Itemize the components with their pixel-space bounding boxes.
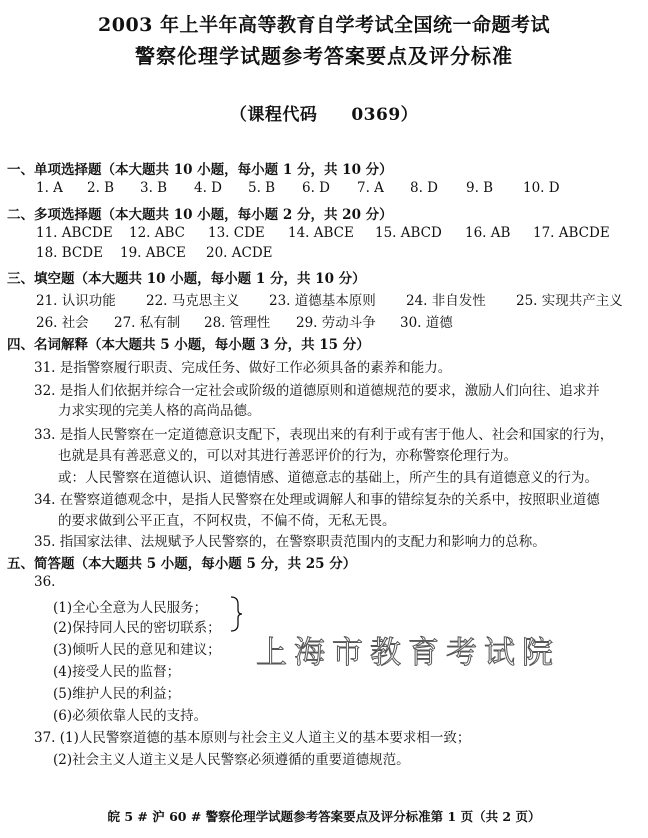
answer-25: 25. 实现共产主义 — [516, 293, 623, 309]
answer-22: 22. 马克思主义 — [146, 293, 240, 309]
answer-8: 8. D — [410, 180, 438, 196]
answer-36-item3: (3)倾听人民的意见和建议； — [53, 642, 221, 658]
answer-16: 16. AB — [465, 225, 511, 241]
section5-heading: 五、简答题（本大题共 5 小题，每小题 5 分，共 25 分） — [7, 556, 357, 572]
section4-heading: 四、名词解释（本大题共 5 小题，每小题 3 分，共 15 分） — [7, 337, 370, 353]
answer-24: 24. 非自发性 — [406, 293, 486, 309]
answer-7: 7. A — [357, 180, 384, 196]
answer-29: 29. 劳动斗争 — [296, 315, 376, 331]
answer-37-line2: (2)社会主义人道主义是人民警察必须遵循的重要道德规范。 — [53, 752, 410, 768]
answer-23: 23. 道德基本原则 — [269, 293, 376, 309]
section2-heading: 二、多项选择题（本大题共 10 小题，每小题 2 分，共 20 分） — [7, 207, 393, 223]
answer-26: 26. 社会 — [36, 315, 89, 331]
institution-stamp: 上海市教育考试院 — [256, 635, 560, 671]
document-title: 警察伦理学试题参考答案要点及评分标准 — [135, 44, 513, 68]
answer-3: 3. B — [140, 180, 168, 196]
answer-15: 15. ABCD — [375, 225, 442, 241]
answer-2: 2. B — [87, 180, 115, 196]
answer-17: 17. ABCDE — [533, 225, 610, 241]
answer-19: 19. ABCE — [120, 245, 186, 261]
answer-6: 6. D — [302, 180, 330, 196]
answer-27: 27. 私有制 — [114, 315, 181, 331]
answer-33-alt: 或：人民警察在道德认识、道德情感、道德意志的基础上，所产生的具有道德意义的行为。 — [58, 470, 598, 486]
answer-4: 4. D — [194, 180, 222, 196]
answer-36-item4: (4)接受人民的监督； — [53, 664, 181, 680]
course-code — [0, 100, 648, 125]
answer-33-line2: 也就是具有善恶意义的，可以对其进行善恶评价的行为，亦称警察伦理行为。 — [58, 448, 517, 464]
answer-12: 12. ABC — [129, 225, 186, 241]
exam-title: 2003 年上半年高等教育自学考试全国统一命题考试 — [98, 14, 550, 36]
answer-37-line1: 37. (1)人民警察道德的基本原则与社会主义人道主义的基本要求相一致； — [34, 730, 471, 746]
brace-mark — [229, 596, 243, 632]
answer-9: 9. B — [466, 180, 494, 196]
answer-36-item2: (2)保持同人民的密切联系； — [53, 620, 221, 636]
course-code-label: （课程代码 — [229, 105, 318, 125]
page-footer: 皖 5 # 沪 60 # 警察伦理学试题参考答案要点及评分标准第 1 页（共 2 页） — [107, 809, 541, 824]
answer-34-line1: 34. 在警察道德观念中，是指人民警察在处理或调解人和事的错综复杂的关系中，按照职业道德 — [34, 492, 600, 508]
answer-36-item1: (1)全心全意为人民服务； — [53, 600, 208, 616]
answer-32-line2: 力求实现的完美人格的高尚品德。 — [58, 403, 261, 419]
answer-30: 30. 道德 — [400, 315, 453, 331]
section3-heading: 三、填空题（本大题共 10 小题，每小题 1 分，共 10 分） — [7, 271, 366, 287]
answer-36-item6: (6)必须依靠人民的支持。 — [53, 708, 208, 724]
answer-10: 10. D — [523, 180, 560, 196]
section1-heading: 一、单项选择题（本大题共 10 小题，每小题 1 分，共 10 分） — [7, 162, 393, 178]
answer-18: 18. BCDE — [36, 245, 103, 261]
answer-34-line2: 的要求做到公平正直，不阿权贵，不偏不倚，无私无畏。 — [58, 513, 396, 529]
answer-13: 13. CDE — [208, 225, 265, 241]
answer-32-line1: 32. 是指人们依据并综合一定社会或阶级的道德原则和道德规范的要求，激励人们向往、追求并 — [34, 383, 600, 399]
answer-36-item5: (5)维护人民的利益； — [53, 686, 181, 702]
answer-33-line1: 33. 是指人民警察在一定道德意识支配下，表现出来的有利于或有害于他人、社会和国家的行为， — [34, 427, 614, 443]
answer-14: 14. ABCE — [288, 225, 354, 241]
answer-20: 20. ACDE — [206, 245, 273, 261]
answer-36-label: 36. — [34, 574, 56, 590]
course-code-value: 0369） — [351, 105, 419, 125]
answer-31: 31. 是指警察履行职责、完成任务、做好工作必须具备的素养和能力。 — [34, 360, 452, 376]
answer-35: 35. 指国家法律、法规赋予人民警察的，在警察职责范围内的支配力和影响力的总称。 — [34, 534, 546, 550]
answer-28: 28. 管理性 — [204, 315, 271, 331]
answer-21: 21. 认识功能 — [36, 293, 116, 309]
answer-5: 5. B — [248, 180, 276, 196]
answer-11: 11. ABCDE — [36, 225, 113, 241]
answer-1: 1. A — [36, 180, 63, 196]
